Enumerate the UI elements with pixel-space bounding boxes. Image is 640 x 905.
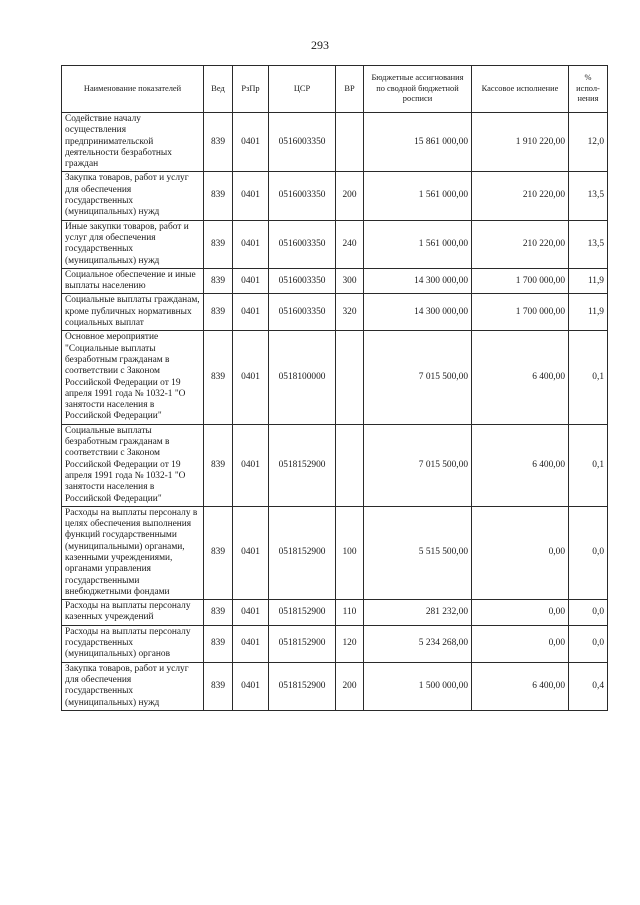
row-csr: 0516003350	[269, 294, 336, 331]
row-rzpr: 0401	[233, 294, 269, 331]
row-rzpr: 0401	[233, 424, 269, 506]
column-header-vr: ВР	[336, 66, 364, 113]
row-csr: 0516003350	[269, 113, 336, 172]
row-vr: 240	[336, 220, 364, 268]
row-assignment: 14 300 000,00	[364, 268, 472, 294]
row-assignment: 1 500 000,00	[364, 662, 472, 710]
table-row	[62, 294, 608, 331]
table-row	[62, 172, 608, 220]
row-vr: 110	[336, 600, 364, 626]
row-rzpr: 0401	[233, 220, 269, 268]
row-ved: 839	[204, 331, 233, 424]
table-row	[62, 662, 608, 710]
row-name: Социальное обеспечение и иные выплаты населению	[62, 268, 204, 294]
row-ved: 839	[204, 113, 233, 172]
row-execution-percent: 13,5	[569, 220, 608, 268]
table-row	[62, 424, 608, 506]
row-name: Основное мероприятие "Социальные выплаты безработным гражданам в соответствии с Законом Российской Федерации от 19 апреля 1991 года № 1032-1 "О занятости населения в Российской Федерации"	[62, 331, 204, 424]
table-row	[62, 220, 608, 268]
row-assignment: 5 234 268,00	[364, 625, 472, 662]
row-assignment: 15 861 000,00	[364, 113, 472, 172]
row-execution-percent: 0,0	[569, 625, 608, 662]
row-execution-percent: 13,5	[569, 172, 608, 220]
row-cash-execution: 6 400,00	[472, 662, 569, 710]
row-name: Содействие началу осуществления предпринимательской деятельности безработных граждан	[62, 113, 204, 172]
row-name: Расходы на выплаты персоналу государственных (муниципальных) органов	[62, 625, 204, 662]
row-vr: 200	[336, 172, 364, 220]
row-cash-execution: 1 700 000,00	[472, 268, 569, 294]
row-csr: 0516003350	[269, 268, 336, 294]
row-execution-percent: 0,1	[569, 331, 608, 424]
row-execution-percent: 12,0	[569, 113, 608, 172]
table-row	[62, 600, 608, 626]
row-assignment: 5 515 500,00	[364, 506, 472, 599]
row-cash-execution: 0,00	[472, 506, 569, 599]
row-cash-execution: 1 700 000,00	[472, 294, 569, 331]
row-execution-percent: 0,1	[569, 424, 608, 506]
row-ved: 839	[204, 294, 233, 331]
row-assignment: 7 015 500,00	[364, 424, 472, 506]
row-csr: 0516003350	[269, 220, 336, 268]
row-name: Расходы на выплаты персоналу в целях обеспечения выполнения функций государственными (муниципальными) органами, казенными учреждениями, органами управления государственными внебюджетными фондами	[62, 506, 204, 599]
column-header-cash-execution: Кассовое исполнение	[472, 66, 569, 113]
row-csr: 0518152900	[269, 662, 336, 710]
row-execution-percent: 11,9	[569, 268, 608, 294]
row-name: Иные закупки товаров, работ и услуг для обеспечения государственных (муниципальных) нужд	[62, 220, 204, 268]
row-assignment: 14 300 000,00	[364, 294, 472, 331]
table-row	[62, 506, 608, 599]
row-name: Закупка товаров, работ и услуг для обеспечения государственных (муниципальных) нужд	[62, 172, 204, 220]
row-rzpr: 0401	[233, 662, 269, 710]
row-cash-execution: 1 910 220,00	[472, 113, 569, 172]
budget-execution-table	[61, 65, 608, 711]
row-csr: 0518152900	[269, 506, 336, 599]
row-execution-percent: 0,0	[569, 600, 608, 626]
row-rzpr: 0401	[233, 625, 269, 662]
row-assignment: 281 232,00	[364, 600, 472, 626]
row-rzpr: 0401	[233, 268, 269, 294]
column-header-name: Наименование показателей	[62, 66, 204, 113]
row-name: Расходы на выплаты персоналу казенных учреждений	[62, 600, 204, 626]
row-rzpr: 0401	[233, 331, 269, 424]
column-header-assignments: Бюджетные ассигнования по сводной бюджетной росписи	[364, 66, 472, 113]
row-vr: 300	[336, 268, 364, 294]
row-rzpr: 0401	[233, 600, 269, 626]
row-vr	[336, 331, 364, 424]
page-number: 293	[311, 38, 329, 52]
column-header-ved: Вед	[204, 66, 233, 113]
row-ved: 839	[204, 506, 233, 599]
row-name: Закупка товаров, работ и услуг для обеспечения государственных (муниципальных) нужд	[62, 662, 204, 710]
row-name: Социальные выплаты гражданам, кроме публичных нормативных социальных выплат	[62, 294, 204, 331]
column-header-csr: ЦСР	[269, 66, 336, 113]
table-row	[62, 268, 608, 294]
row-ved: 839	[204, 600, 233, 626]
row-assignment: 7 015 500,00	[364, 331, 472, 424]
row-rzpr: 0401	[233, 172, 269, 220]
row-cash-execution: 210 220,00	[472, 172, 569, 220]
row-csr: 0518152900	[269, 424, 336, 506]
row-ved: 839	[204, 625, 233, 662]
row-assignment: 1 561 000,00	[364, 172, 472, 220]
row-name: Социальные выплаты безработным гражданам в соответствии с Законом Российской Федерации от 19 апреля 1991 года № 1032-1 "О занятости населения в Российской Федерации"	[62, 424, 204, 506]
row-csr: 0518100000	[269, 331, 336, 424]
row-ved: 839	[204, 662, 233, 710]
row-execution-percent: 11,9	[569, 294, 608, 331]
row-csr: 0518152900	[269, 600, 336, 626]
row-assignment: 1 561 000,00	[364, 220, 472, 268]
row-csr: 0516003350	[269, 172, 336, 220]
row-cash-execution: 210 220,00	[472, 220, 569, 268]
table-header-row	[62, 66, 608, 113]
row-vr	[336, 113, 364, 172]
row-rzpr: 0401	[233, 113, 269, 172]
row-ved: 839	[204, 424, 233, 506]
row-ved: 839	[204, 268, 233, 294]
row-cash-execution: 6 400,00	[472, 331, 569, 424]
table-row	[62, 331, 608, 424]
row-execution-percent: 0,4	[569, 662, 608, 710]
row-csr: 0518152900	[269, 625, 336, 662]
table-row	[62, 625, 608, 662]
row-vr: 120	[336, 625, 364, 662]
row-ved: 839	[204, 172, 233, 220]
row-vr	[336, 424, 364, 506]
row-cash-execution: 6 400,00	[472, 424, 569, 506]
column-header-execution-percent: % испол-нения	[569, 66, 608, 113]
column-header-rzpr: РзПр	[233, 66, 269, 113]
row-cash-execution: 0,00	[472, 625, 569, 662]
row-ved: 839	[204, 220, 233, 268]
row-execution-percent: 0,0	[569, 506, 608, 599]
row-cash-execution: 0,00	[472, 600, 569, 626]
row-rzpr: 0401	[233, 506, 269, 599]
row-vr: 100	[336, 506, 364, 599]
row-vr: 320	[336, 294, 364, 331]
row-vr: 200	[336, 662, 364, 710]
table-row	[62, 113, 608, 172]
